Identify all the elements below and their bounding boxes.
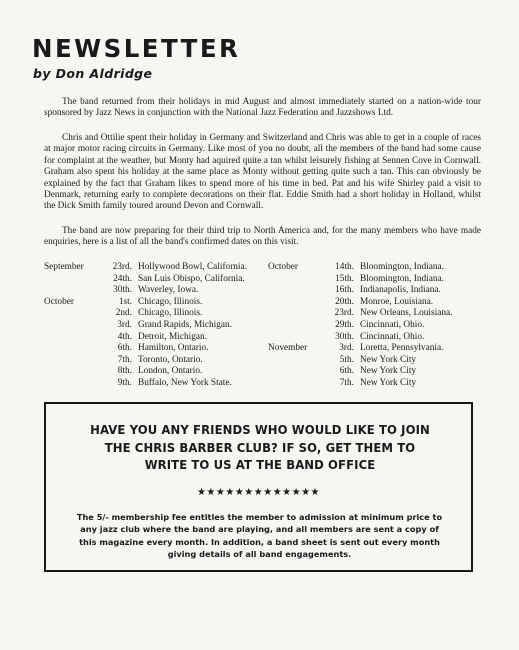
page-title: NEWSLETTER <box>32 34 241 63</box>
tour-date-month <box>44 366 100 378</box>
tour-date-venue: Detroit, Michigan. <box>138 331 207 342</box>
tour-date-month: October <box>44 296 74 307</box>
tour-date-row <box>44 320 247 332</box>
tour-date-row <box>44 355 247 367</box>
tour-date-venue: New York City <box>360 354 417 365</box>
tour-date-month <box>268 308 320 320</box>
tour-date-month <box>268 285 320 297</box>
tour-date-venue: Indianapolis, Indiana. <box>360 285 441 296</box>
membership-promo-box <box>44 402 473 572</box>
tour-date-month <box>44 320 100 332</box>
tour-date-day: 2nd. <box>115 308 132 319</box>
tour-date-day: 23rd. <box>334 308 354 319</box>
tour-date-day: 16th. <box>335 285 354 296</box>
tour-date-row <box>44 366 247 378</box>
tour-date-row <box>268 355 452 367</box>
tour-date-row <box>268 285 452 297</box>
tour-date-day: 9th. <box>117 377 132 388</box>
tour-date-venue: San Luis Obispo, California. <box>138 273 245 284</box>
tour-date-day: 23rd. <box>112 262 132 272</box>
tour-date-row <box>44 297 247 309</box>
tour-date-day: 3rd. <box>339 343 354 354</box>
tour-date-venue: London, Ontario. <box>138 366 203 377</box>
tour-date-venue: Loretta, Pennsylvania. <box>360 343 444 354</box>
tour-date-day: 4th. <box>117 331 132 342</box>
tour-date-day: 15th. <box>335 273 354 284</box>
tour-date-day: 1st. <box>118 296 132 307</box>
tour-date-row <box>268 274 452 286</box>
tour-date-month: November <box>268 343 308 354</box>
tour-date-month <box>44 378 100 390</box>
tour-date-venue: Cincinnati, Ohio. <box>360 319 425 330</box>
tour-date-venue: Waverley, Iowa. <box>138 285 199 296</box>
tour-date-day: 29th. <box>335 319 354 330</box>
tour-date-month <box>44 332 100 344</box>
tour-date-day: 6th. <box>339 366 354 377</box>
tour-date-month: October <box>268 262 298 272</box>
tour-date-month <box>268 332 320 344</box>
tour-date-venue: Hamilton, Ontario. <box>138 343 209 354</box>
tour-date-day: 30th. <box>335 331 354 342</box>
paragraph-holidays: Chris and Ottilie spent their holiday in Germany and Switzerland and Chris was able to get in a couple of races at major motor racing circuits in Germany. Like most of you no doubt, all the members of the band had some cause for complaint at the weather, but Monty had aquired quite a tan whilst leisurely fishing at Sennen Cove in Cornwall. Graham also spent his holiday at the same place as Monty without getting quite such a tan. This can obviously be explained by the fact that Graham likes to spend more of his time in bed. Pat and his wife Shirley paid a visit to Denmark, returning early to complete decorations on their flat. Eddie Smith had a short holiday in Holland, whilst the Dick Smith family toured around Devon and Cornwall. <box>44 133 481 212</box>
tour-date-month <box>268 297 320 309</box>
tour-date-venue: Bloomington, Indiana. <box>360 273 444 284</box>
tour-date-venue: Hollywood Bowl, California. <box>138 262 247 272</box>
tour-date-day: 5th. <box>339 354 354 365</box>
tour-date-month <box>268 274 320 286</box>
tour-date-venue: Grand Rapids, Michigan. <box>138 319 232 330</box>
tour-date-row <box>268 320 452 332</box>
tour-date-row <box>44 274 247 286</box>
tour-date-day: 7th. <box>339 377 354 388</box>
tour-date-row <box>268 262 452 274</box>
star-divider: ★★★★★★★★★★★★★ <box>196 487 321 498</box>
tour-date-venue: New Orleans, Louisiana. <box>360 308 453 319</box>
tour-date-month <box>44 285 100 297</box>
promo-headline: HAVE YOU ANY FRIENDS WHO WOULD LIKE TO JOIN THE CHRIS BARBER CLUB? IF SO, GET THEM TO WRITE TO US AT THE BAND OFFICE <box>90 422 430 473</box>
tour-date-row <box>44 343 247 355</box>
tour-date-day: 24th. <box>113 273 132 284</box>
tour-date-day: 8th. <box>117 366 132 377</box>
tour-date-venue: Bloomington, Indiana. <box>360 262 444 272</box>
tour-date-month <box>268 355 320 367</box>
tour-date-day: 6th. <box>117 343 132 354</box>
tour-date-month <box>268 320 320 332</box>
tour-date-day: 14th. <box>335 262 354 272</box>
tour-date-row <box>268 308 452 320</box>
tour-date-month: September <box>44 262 84 272</box>
tour-date-venue: Monroe, Louisiana. <box>360 296 434 307</box>
paragraph-tour-intro: The band are now preparing for their third trip to North America and, for the many members who have made enquiries, here is a list of all the band's confirmed dates on this visit. <box>44 226 481 248</box>
tour-date-month <box>44 343 100 355</box>
tour-dates-right-column <box>268 262 452 390</box>
tour-date-day: 3rd. <box>117 319 132 330</box>
tour-date-row <box>44 262 247 274</box>
tour-date-venue: Cincinnati, Ohio. <box>360 331 425 342</box>
tour-date-month <box>268 366 320 378</box>
tour-date-row <box>268 366 452 378</box>
paragraph-intro: The band returned from their holidays in mid August and almost immediately started on a nation-wide tour sponsored by Jazz News in conjunction with the National Jazz Federation and Jazzshows Ltd. <box>44 97 481 119</box>
promo-body: The 5/- membership fee entitles the member to admission at minimum price to any jazz club where the band are playing, and all members are sent a copy of this magazine every month. In addition, a band sheet is sent out every month giving details of all band engagements. <box>76 512 443 560</box>
tour-date-venue: Chicago, Illinois. <box>138 296 203 307</box>
tour-date-row <box>268 378 452 390</box>
tour-date-venue: New York City <box>360 377 417 388</box>
tour-date-venue: Toronto, Ontario. <box>138 354 203 365</box>
tour-date-month <box>44 274 100 286</box>
tour-date-day: 20th. <box>335 296 354 307</box>
tour-date-month <box>44 308 100 320</box>
byline: by Don Aldridge <box>33 66 153 81</box>
tour-date-row <box>44 308 247 320</box>
tour-date-row <box>44 285 247 297</box>
tour-date-venue: New York City <box>360 366 417 377</box>
tour-date-month <box>268 378 320 390</box>
tour-date-row <box>268 297 452 309</box>
tour-date-row <box>268 332 452 344</box>
tour-date-day: 7th. <box>117 354 132 365</box>
tour-date-row <box>44 332 247 344</box>
tour-dates-left-column <box>44 262 247 390</box>
tour-date-row <box>268 343 452 355</box>
tour-date-row <box>44 378 247 390</box>
tour-date-day: 30th. <box>113 285 132 296</box>
tour-date-month <box>44 355 100 367</box>
tour-date-venue: Chicago, Illinois. <box>138 308 203 319</box>
tour-date-venue: Buffalo, New York State. <box>138 377 232 388</box>
